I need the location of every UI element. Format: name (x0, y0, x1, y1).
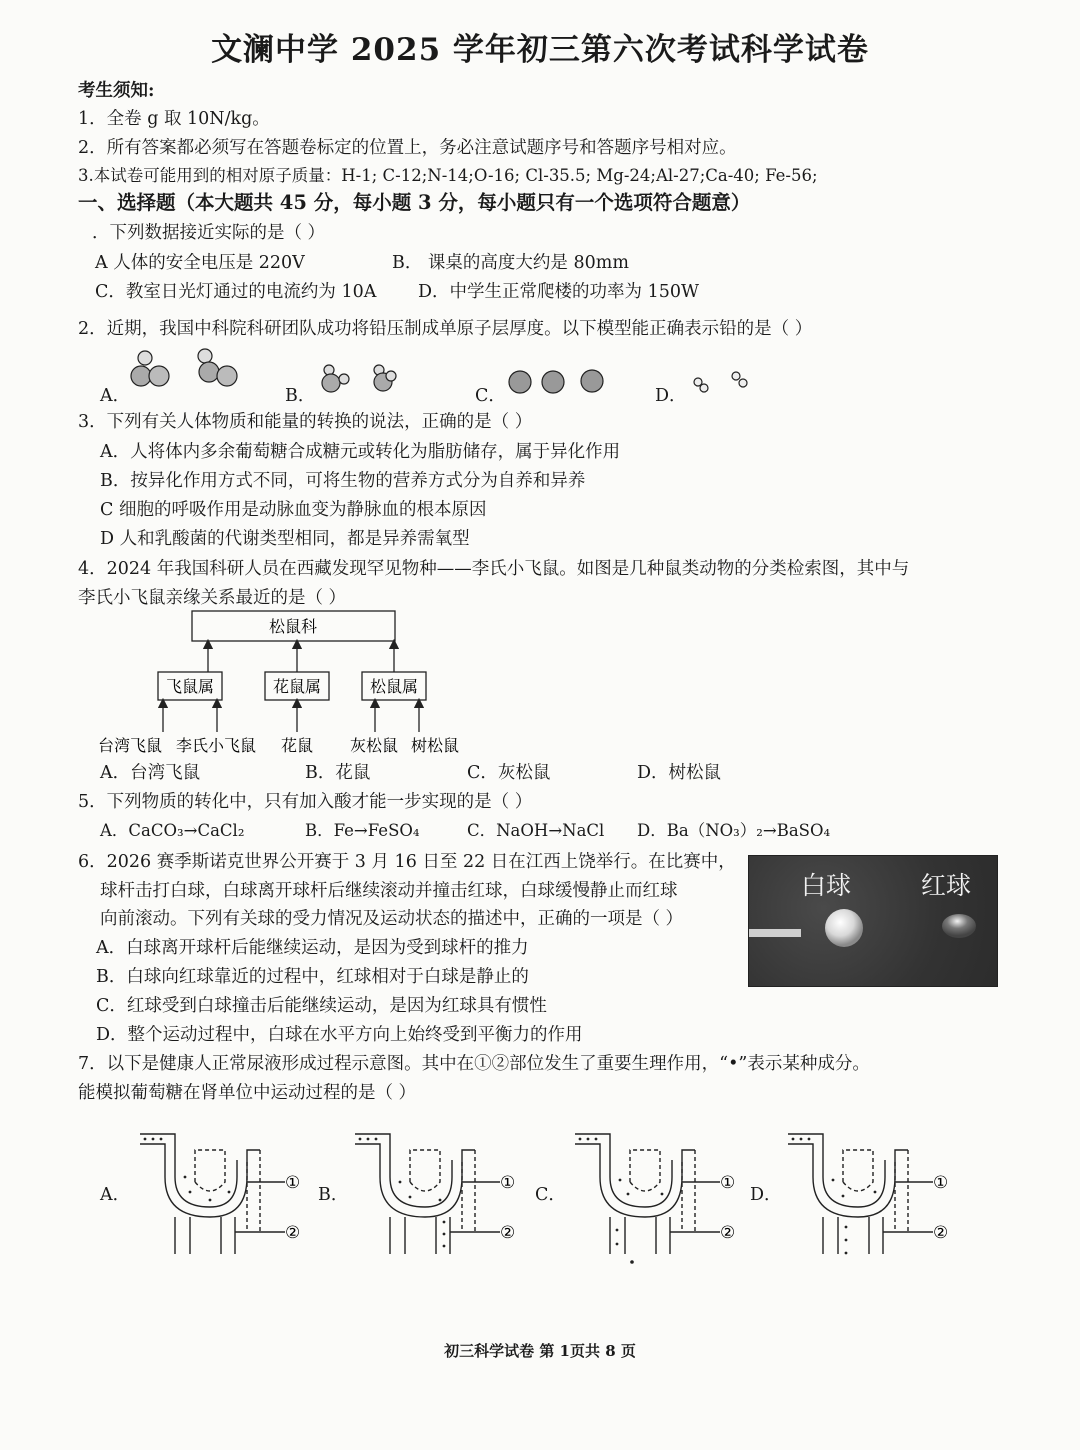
q1-stem: ．下列数据接近实际的是（ ） (92, 223, 326, 243)
species-label-3: 花鼠 (280, 736, 314, 755)
notice-item-1: 1．全卷 g 取 10N/kg。 (78, 109, 270, 129)
notice-item-2: 2．所有答案都必须写在答题卷标定的位置上，务必注意试题序号和答题序号相对应。 (78, 138, 737, 158)
q2-option-d: D． (655, 386, 687, 406)
species-label-1: 台湾飞鼠 (97, 736, 163, 755)
notice-heading: 考生须知: (78, 81, 155, 101)
q4-stem-line2: 李氏小飞鼠亲缘关系最近的是（ ） (78, 588, 347, 608)
q6-option-d: D．整个运动过程中，白球在水平方向上始终受到平衡力的作用 (96, 1025, 583, 1045)
q1-option-a: A 人体的安全电压是 220V (95, 253, 305, 273)
species-label-2: 李氏小飞鼠 (175, 736, 257, 755)
q5-option-c: C．NaOH→NaCl (467, 821, 605, 840)
page-footer: 初三科学试卷 第 1页共 8 页 (444, 1342, 636, 1360)
snooker-photo (748, 855, 998, 987)
cue-stick (749, 929, 801, 937)
q4-stem-line1: 4．2024 年我国科研人员在西藏发现罕见物种——李氏小飞鼠。如图是几种鼠类动物的分类检索图，其中与 (78, 559, 910, 579)
q7-b-mark-1: ① (500, 1173, 516, 1193)
q4-option-c: C．灰松鼠 (467, 763, 551, 783)
q7-stem-line1: 7．以下是健康人正常尿液形成过程示意图。其中在①②部位发生了重要生理作用，“•”表示某种成分。 (78, 1054, 870, 1074)
q5-option-d: D．Ba（NO₃）₂→BaSO₄ (637, 821, 831, 840)
q4-option-a: A．台湾飞鼠 (100, 763, 201, 783)
red-ball (942, 914, 976, 938)
q7-option-c: C． (535, 1185, 566, 1205)
q3-option-b: B．按异化作用方式不同，可将生物的营养方式分为自养和异养 (100, 471, 586, 491)
q7-nephron-diagram-b (350, 1122, 525, 1272)
q3-option-c: C 细胞的呼吸作用是动脉血变为静脉血的根本原因 (100, 500, 487, 520)
q3-stem: 3．下列有关人体物质和能量的转换的说法，正确的是（ ） (78, 412, 533, 432)
q1-option-d: D．中学生正常爬楼的功率为 150W (418, 282, 699, 302)
white-ball (825, 909, 863, 947)
q1-option-c: C．教室日光灯通过的电流约为 10A (95, 282, 377, 302)
q2-model-d (690, 370, 760, 398)
q1-option-b: B． 课桌的高度大约是 80mm (392, 253, 629, 273)
notice-item-3: 3.本试卷可能用到的相对原子质量：H-1; C-12;N-14;O-16; Cl-35.5; Mg-24;Al-27;Ca-40; Fe-56; (78, 166, 818, 185)
page-title: 文澜中学 2025 学年初三第六次考试科学试卷 (211, 32, 869, 68)
snooker-balls-icon (749, 856, 997, 986)
q5-option-b: B．Fe→FeSO₄ (305, 821, 420, 840)
q5-stem: 5．下列物质的转化中，只有加入酸才能一步实现的是（ ） (78, 792, 533, 812)
q7-a-mark-1: ① (285, 1173, 301, 1193)
q7-nephron-diagram-d (783, 1122, 958, 1272)
q7-option-a: A． (100, 1185, 131, 1205)
q2-model-b (315, 362, 415, 397)
q3-option-a: A．人将体内多余葡萄糖合成糖元或转化为脂肪储存，属于异化作用 (100, 442, 621, 462)
family-label: 松鼠科 (268, 617, 318, 636)
q2-option-c: C． (475, 386, 506, 406)
q6-stem-line3: 向前滚动。下列有关球的受力情况及运动状态的描述中，正确的一项是（ ） (100, 909, 684, 929)
q7-nephron-diagram-c (570, 1122, 745, 1272)
q6-stem-line1: 6．2026 赛季斯诺克世界公开赛于 3 月 16 日至 22 日在江西上饶举行。在比赛中， (78, 852, 736, 872)
q5-option-a: A．CaCO₃→CaCl₂ (100, 821, 245, 840)
q7-option-b: B． (318, 1185, 349, 1205)
q2-model-c (505, 368, 615, 398)
q4-classification-diagram (90, 608, 490, 758)
q4-option-b: B．花鼠 (305, 763, 371, 783)
q6-option-c: C．红球受到白球撞击后能继续运动，是因为红球具有惯性 (96, 996, 547, 1016)
q7-c-mark-1: ① (720, 1173, 736, 1193)
q6-option-a: A．白球离开球杆后能继续运动，是因为受到球杆的推力 (96, 938, 529, 958)
section-heading: 一、选择题（本大题共 45 分，每小题 3 分，每小题只有一个选项符合题意） (78, 191, 751, 214)
q7-a-mark-2: ② (285, 1223, 301, 1243)
genus-label-1: 飞鼠属 (165, 677, 215, 696)
species-label-4: 灰松鼠 (349, 736, 399, 755)
q6-stem-line2: 球杆击打白球，白球离开球杆后继续滚动并撞击红球，白球缓慢静止而红球 (100, 881, 678, 901)
q7-d-mark-1: ① (933, 1173, 949, 1193)
genus-label-2: 花鼠属 (272, 677, 322, 696)
species-label-5: 树松鼠 (410, 736, 460, 755)
q7-d-mark-2: ② (933, 1223, 949, 1243)
q6-option-b: B．白球向红球靠近的过程中，红球相对于白球是静止的 (96, 967, 529, 987)
q2-stem: 2．近期，我国中科院科研团队成功将铅压制成单原子层厚度。以下模型能正确表示铅的是（ ） (78, 319, 813, 339)
q2-option-b: B． (285, 386, 316, 406)
q7-c-mark-2: ② (720, 1223, 736, 1243)
genus-label-3: 松鼠属 (369, 677, 419, 696)
q2-option-a: A． (100, 386, 131, 406)
photo-label-red-ball: 红球 (921, 871, 972, 900)
q7-stem-line2: 能模拟葡萄糖在肾单位中运动过程的是（ ） (78, 1083, 417, 1103)
q2-model-a (125, 348, 255, 393)
q7-b-mark-2: ② (500, 1223, 516, 1243)
q7-option-d: D． (750, 1185, 782, 1205)
q4-option-d: D．树松鼠 (637, 763, 722, 783)
q7-nephron-diagram-a (135, 1122, 310, 1272)
q3-option-d: D 人和乳酸菌的代谢类型相同，都是异养需氧型 (100, 529, 470, 549)
photo-label-white-ball: 白球 (801, 871, 852, 900)
